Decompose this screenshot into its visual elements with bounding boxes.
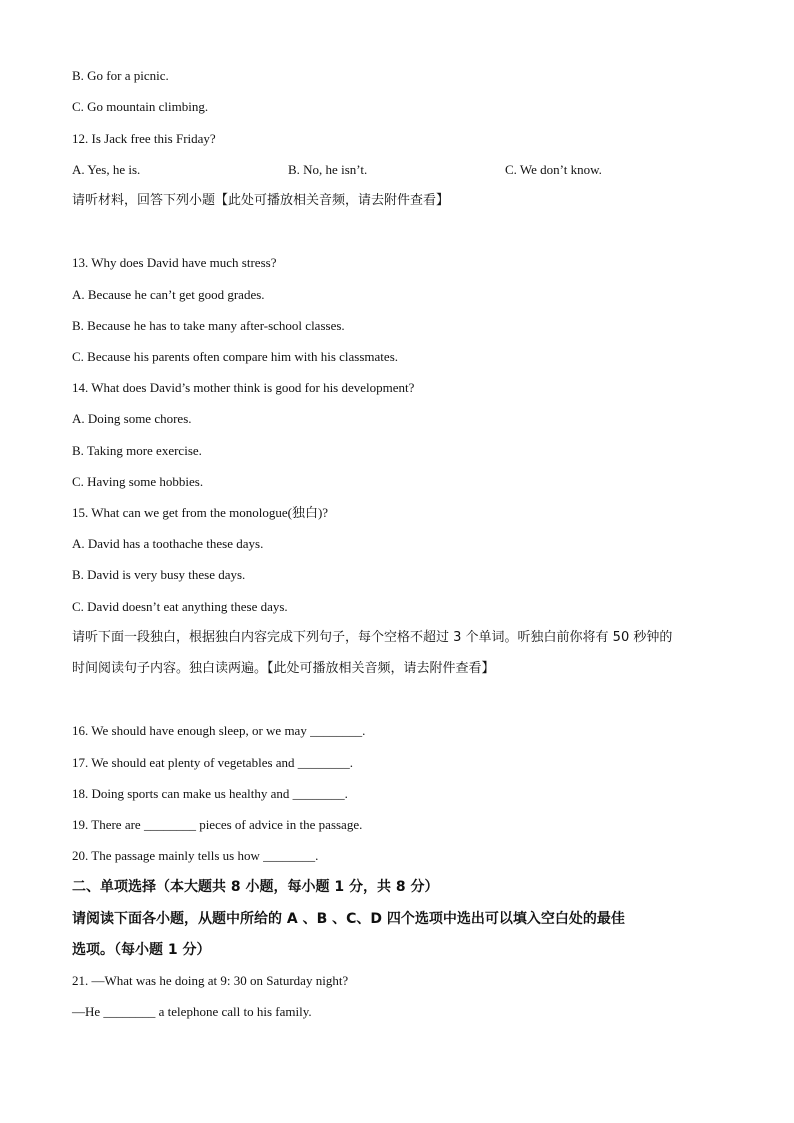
section-instruction-monologue-2: 时间阅读句子内容。独白读两遍。【此处可播放相关音频，请去附件查看】 [72,661,495,676]
option-13b: B. Because he has to take many after-school classes. [72,318,345,333]
option-13c: C. Because his parents often compare him with his classmates. [72,349,399,364]
option-15a: A. David has a toothache these days. [72,536,264,551]
option-14c: C. Having some hobbies. [72,474,204,489]
question-13: 13. Why does David have much stress? [72,255,277,270]
section-instruction-listening: 请听材料，回答下列小题【此处可播放相关音频，请去附件查看】 [72,193,450,208]
option-12c: C. We don’t know. [505,162,602,177]
option-15c: C. David doesn’t eat anything these days. [72,599,288,614]
section-heading-2: 二、单项选择（本大题共 8 小题，每小题 1 分，共 8 分） [72,879,439,895]
option-15b: B. David is very busy these days. [72,567,246,582]
options-12 [72,161,722,179]
option-11c: C. Go mountain climbing. [72,99,209,114]
question-12: 12. Is Jack free this Friday? [72,131,216,146]
question-18: 18. Doing sports can make us healthy and ________. [72,786,348,801]
question-21-response: —He ________ a telephone call to his family. [72,1004,312,1019]
question-14: 14. What does David’s mother think is good for his development? [72,380,415,395]
section-instruction-monologue-1: 请听下面一段独白，根据独白内容完成下列句子，每个空格不超过 3 个单词。听独白前你将有 50 秒钟的 [72,630,673,645]
question-16: 16. We should have enough sleep, or we may ________. [72,723,366,738]
question-20: 20. The passage mainly tells us how ________. [72,848,319,863]
section-instruction-mc-2: 选项。（每小题 1 分） [72,942,211,958]
option-13a: A. Because he can’t get good grades. [72,287,265,302]
option-12b: B. No, he isn’t. [288,162,368,177]
option-11b: B. Go for a picnic. [72,68,169,83]
option-14a: A. Doing some chores. [72,411,192,426]
option-14b: B. Taking more exercise. [72,443,202,458]
question-17: 17. We should eat plenty of vegetables and ________. [72,755,354,770]
question-19: 19. There are ________ pieces of advice in the passage. [72,817,363,832]
option-12a: A. Yes, he is. [72,162,141,177]
question-15: 15. What can we get from the monologue(独白)? [72,505,329,520]
question-21: 21. —What was he doing at 9: 30 on Saturday night? [72,973,349,988]
section-instruction-mc-1: 请阅读下面各小题，从题中所给的 A 、B 、C、D 四个选项中选出可以填入空白处的最佳 [72,911,625,927]
